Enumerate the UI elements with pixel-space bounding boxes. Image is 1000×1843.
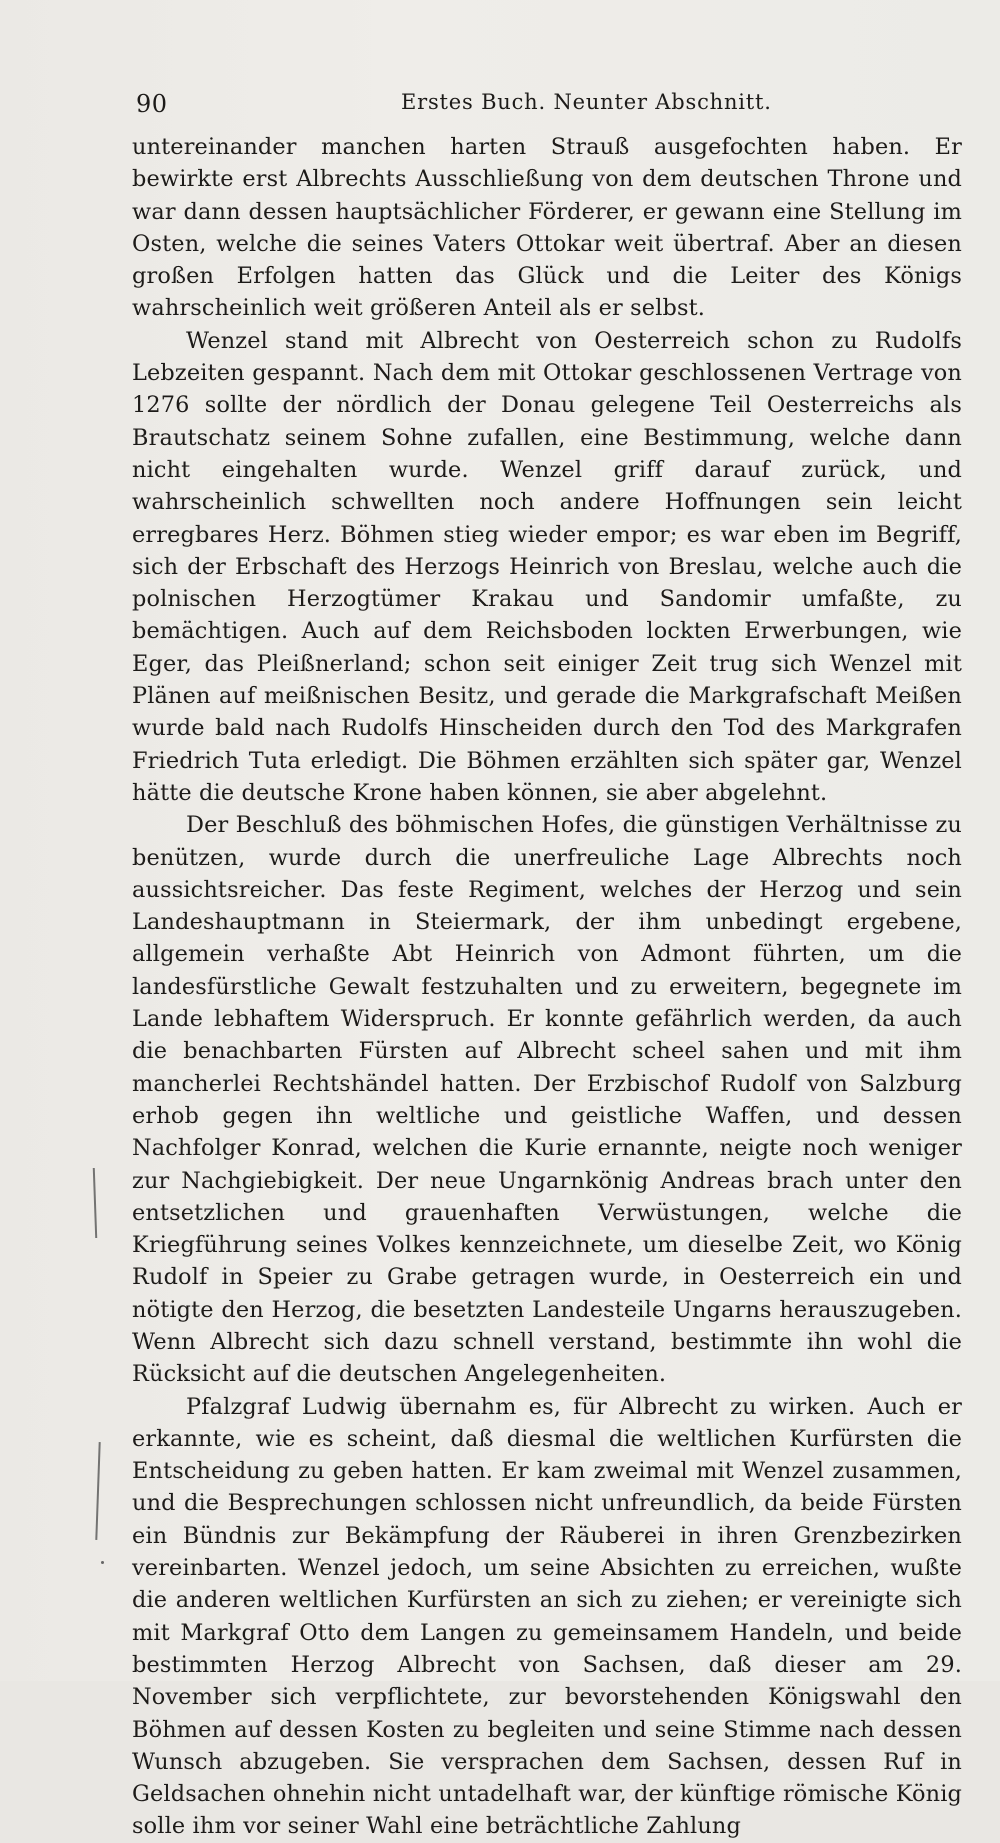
margin-pencil-mark	[95, 1442, 100, 1540]
paragraph-2: Wenzel stand mit Albrecht von Oesterreich schon zu Rudolfs Lebzeiten gespannt. Nach dem mit Ottokar geschlossenen Vertrage von 1276 sollte der nördlich der Donau gelegene Teil Oesterreichs als Brautschatz seinem Sohne zufallen, eine Bestimmung, welche dann nicht eingehalten wurde. Wenzel griff darauf zurück, und wahrscheinlich schwellten noch andere Hoffnungen sein leicht erregbares Herz. Böhmen stieg wieder empor; es war eben im Begriff, sich der Erbschaft des Herzogs Heinrich von Breslau, welche auch die polnischen Herzogtümer Krakau und Sandomir umfaßte, zu bemächtigen. Auch auf dem Reichsboden lockten Erwerbungen, wie Eger, das Pleißnerland; schon seit einiger Zeit trug sich Wenzel mit Plänen auf meißnischen Besitz, und gerade die Markgrafschaft Meißen wurde bald nach Rudolfs Hinscheiden durch den Tod des Markgrafen Friedrich Tuta erledigt. Die Böhmen erzählten sich später gar, Wenzel hätte die deutsche Krone haben können, sie aber abgelehnt.	[132, 327, 962, 806]
margin-dot-mark	[101, 1561, 104, 1564]
margin-pencil-mark	[93, 1168, 97, 1238]
paragraph-1: untereinander manchen harten Strauß ausgefochten haben. Er bewirkte erst Albrechts Ausschließung von dem deutschen Throne und war dann dessen hauptsächlicher Förderer, er gewann eine Stellung im Osten, welche die seines Vaters Ottokar weit übertraf. Aber an diesen großen Erfolgen hatten das Glück und die Leiter des Königs wahrscheinlich weit größeren Anteil als er selbst.	[132, 134, 962, 322]
page-number: 90	[136, 90, 168, 118]
page-header	[136, 88, 961, 124]
paragraph-3: Der Beschluß des böhmischen Hofes, die günstigen Verhältnisse zu benützen, wurde durch die unerfreuliche Lage Albrechts noch aussichtsreicher. Das feste Regiment, welches der Herzog und sein Landeshauptmann in Steiermark, der ihm unbedingt ergebene, allgemein verhaßte Abt Heinrich von Admont führten, um die landesfürstliche Gewalt festzuhalten und zu erweitern, begegnete im Lande lebhaftem Widerspruch. Er konnte gefährlich werden, da auch die benachbarten Fürsten auf Albrecht scheel sahen und mit ihm mancherlei Rechtshändel hatten. Der Erzbischof Rudolf von Salzburg erhob gegen ihn weltliche und geistliche Waffen, und dessen Nachfolger Konrad, welchen die Kurie ernannte, neigte noch weniger zur Nachgiebigkeit. Der neue Ungarnkönig Andreas brach unter den entsetzlichen und grauenhaften Verwüstungen, welche die Kriegführung seines Volkes kennzeichnete, um dieselbe Zeit, wo König Rudolf in Speier zu Grabe getragen wurde, in Oesterreich ein und nötigte den Herzog, die besetzten Landesteile Ungarns herauszugeben. Wenn Albrecht sich dazu schnell verstand, bestimmte ihn wohl die Rücksicht auf die deutschen Angelegenheiten.	[132, 812, 962, 1388]
paragraph-4: Pfalzgraf Ludwig übernahm es, für Albrecht zu wirken. Auch er erkannte, wie es scheint, daß diesmal die weltlichen Kurfürsten die Entscheidung zu geben hatten. Er kam zweimal mit Wenzel zusammen, und die Besprechungen schlossen nicht unfreundlich, da beide Fürsten ein Bündnis zur Bekämpfung der Räuberei in ihren Grenzbezirken vereinbarten. Wenzel jedoch, um seine Absichten zu erreichen, wußte die anderen weltlichen Kurfürsten an sich zu ziehen; er vereinigte sich mit Markgraf Otto dem Langen zu gemeinsamem Handeln, und beide bestimmten Herzog Albrecht von Sachsen, daß dieser am 29. November sich verpflichtete, zur bevorstehenden Königswahl den Böhmen auf dessen Kosten zu begleiten und seine Stimme nach dessen Wunsch abzugeben. Sie versprachen dem Sachsen, dessen Ruf in Geldsachen ohnehin nicht untadelhaft war, der künftige römische König solle ihm vor seiner Wahl eine beträchtliche Zahlung	[132, 1393, 962, 1840]
body-text	[132, 131, 962, 1843]
running-head: Erstes Buch. Neunter Abschnitt.	[401, 90, 772, 114]
